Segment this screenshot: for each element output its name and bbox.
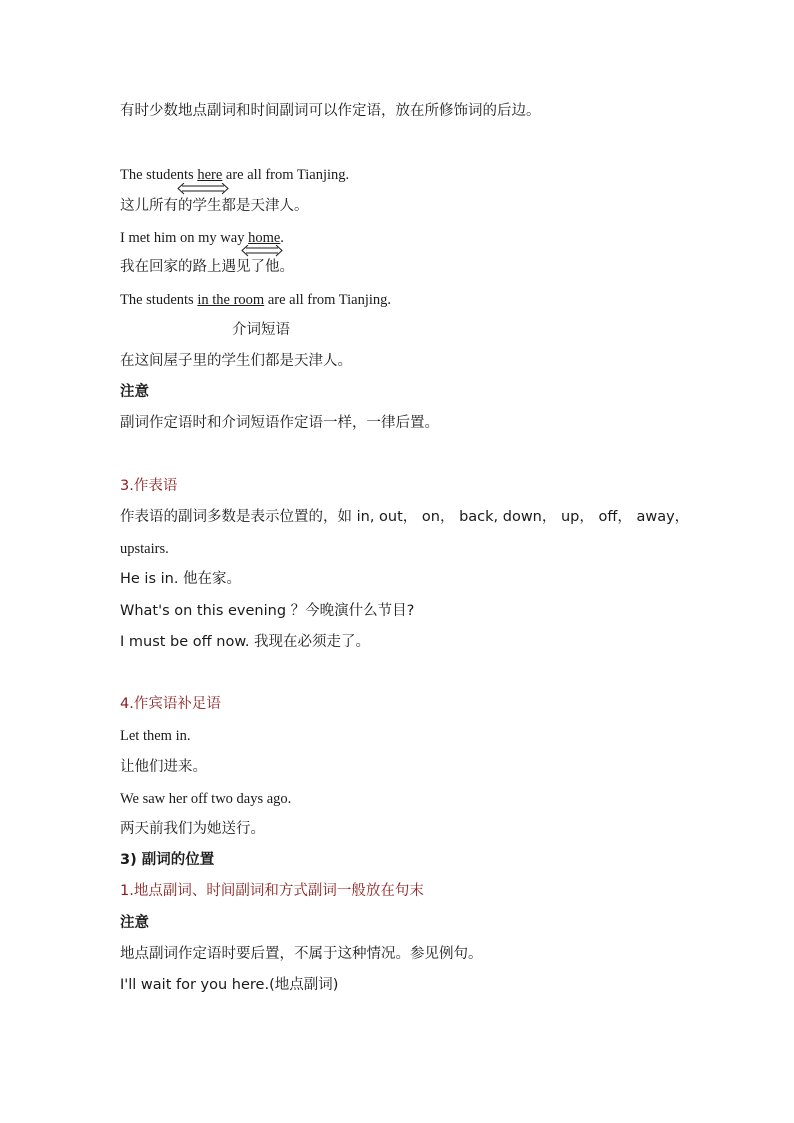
text-part: I met him on my way: [120, 230, 249, 246]
note-label: 注意: [120, 384, 149, 400]
translation: 两天前我们为她送行。: [120, 821, 265, 837]
text-part: The students: [120, 167, 198, 183]
section-heading: 4.作宾语补足语: [120, 696, 221, 712]
paragraph: upstairs.: [120, 541, 169, 557]
subsection-heading: 1.地点副词、时间副词和方式副词一般放在句末: [120, 883, 424, 899]
paragraph: 地点副词作定语时要后置，不属于这种情况。参见例句。: [120, 946, 483, 962]
text-part: are all from Tianjing.: [222, 167, 350, 183]
translation: 在这间屋子里的学生们都是天津人。: [120, 353, 352, 369]
example-sentence: [120, 231, 284, 246]
example-sentence: I'll wait for you here.(地点副词): [120, 977, 339, 993]
paragraph: 副词作定语时和介词短语作定语一样，一律后置。: [120, 415, 439, 431]
example-sentence: What's on this evening ？今晚演什么节目?: [120, 603, 415, 619]
double-arrow-icon: [176, 183, 230, 197]
translation: 这儿所有的学生都是天津人。: [120, 198, 309, 214]
example-sentence: I must be off now. 我现在必须走了。: [120, 634, 371, 650]
paragraph: 作表语的副词多数是表示位置的，如 in, out， on， back, down， up， off， away，: [120, 509, 690, 525]
text-part: The students: [120, 292, 198, 308]
example-sentence: Let them in.: [120, 728, 191, 744]
double-arrow-icon: [240, 245, 284, 259]
text-part: .: [280, 230, 284, 246]
translation: 我在回家的路上遇见了他。: [120, 259, 294, 275]
translation: 让他们进来。: [120, 759, 207, 775]
example-sentence: [120, 168, 349, 183]
annotation-label: 介词短语: [232, 322, 290, 338]
text-part: are all from Tianjing.: [264, 292, 392, 308]
underlined-word: here: [197, 167, 223, 183]
example-sentence: He is in. 他在家。: [120, 571, 242, 587]
paragraph: 有时少数地点副词和时间副词可以作定语，放在所修饰词的后边。: [120, 103, 541, 119]
section-heading: 3) 副词的位置: [120, 852, 215, 868]
example-sentence: We saw her off two days ago.: [120, 791, 292, 807]
underlined-word: home: [248, 230, 281, 246]
note-label: 注意: [120, 915, 149, 931]
section-heading: 3.作表语: [120, 478, 178, 494]
underlined-phrase: in the room: [197, 292, 265, 308]
example-sentence: [120, 293, 391, 308]
